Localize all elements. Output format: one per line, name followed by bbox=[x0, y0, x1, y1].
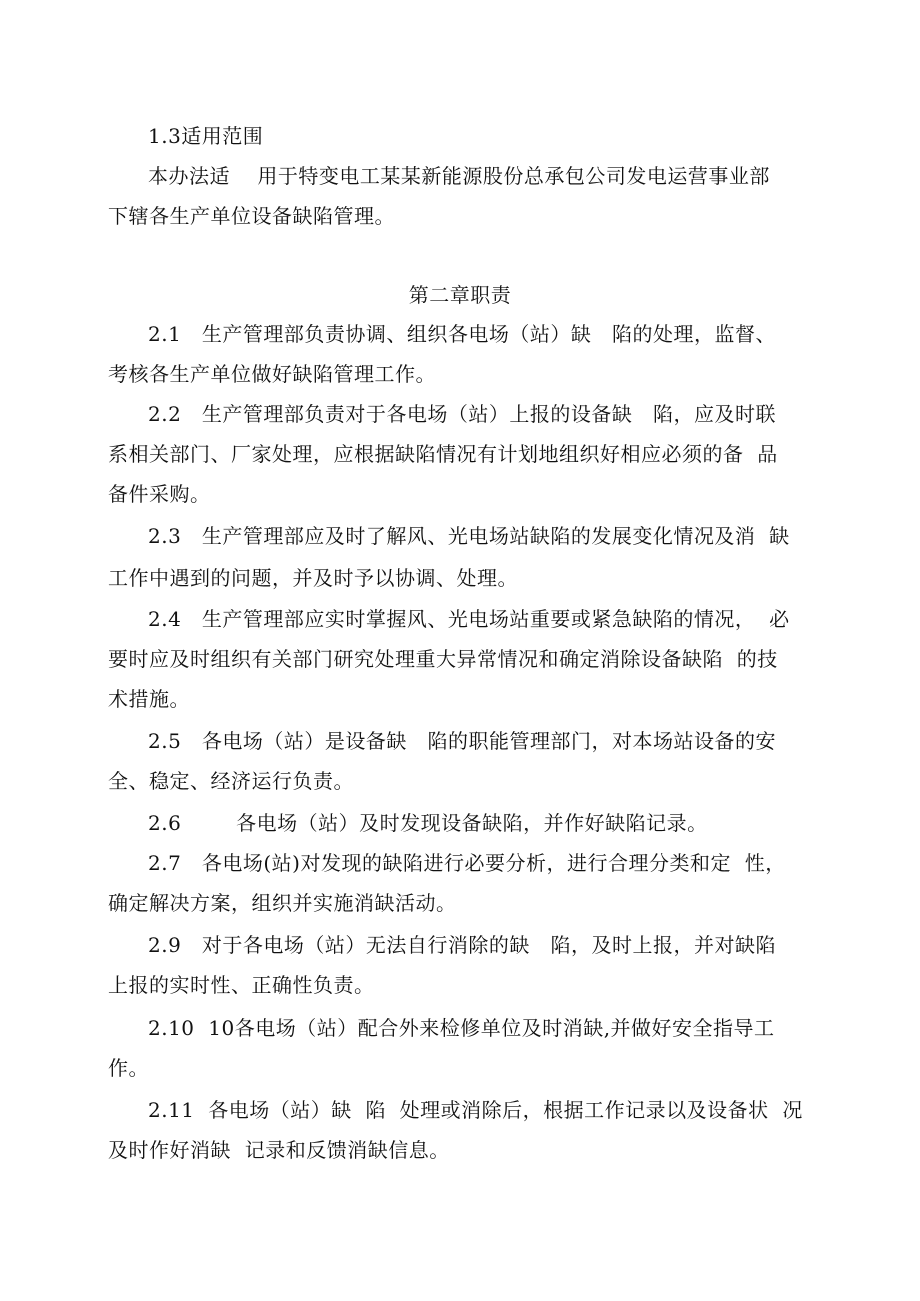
paragraph-line: 本办法适 用于特变电工某某新能源股份总承包公司发电运营事业部 bbox=[148, 164, 770, 188]
clause-2-3-line-1: 2.3 生产管理部应及时了解风、光电场站缺陷的发展变化情况及消 缺 bbox=[148, 524, 790, 548]
clause-2-11-line-2: 及时作好消缺 记录和反馈消缺信息。 bbox=[108, 1138, 450, 1162]
clause-2-5-line-2: 全、稳定、经济运行负责。 bbox=[108, 769, 354, 793]
chapter-title: 第二章职责 bbox=[408, 283, 512, 307]
clause-2-2-line-3: 备件采购。 bbox=[108, 482, 211, 506]
clause-2-6-line-1: 2.6 各电场（站）及时发现设备缺陷，并作好缺陷记录。 bbox=[148, 811, 708, 835]
section-heading-1-3: 1.3适用范围 bbox=[148, 124, 264, 148]
clause-2-10-line-2: 作。 bbox=[108, 1056, 149, 1080]
clause-2-4-line-2: 要时应及时组织有关部门研究处理重大异常情况和确定消除设备缺陷 的技 bbox=[108, 647, 778, 671]
clause-2-11-line-1: 2.11 各电场（站）缺 陷 处理或消除后，根据工作记录以及设备状 况 bbox=[148, 1098, 803, 1122]
clause-2-5-line-1: 2.5 各电场（站）是设备缺 陷的职能管理部门，对本场站设备的安 bbox=[148, 729, 776, 753]
clause-2-2-line-2: 系相关部门、厂家处理，应根据缺陷情况有计划地组织好相应必须的备 品 bbox=[108, 442, 778, 466]
clause-2-9-line-1: 2.9 对于各电场（站）无法自行消除的缺 陷，及时上报，并对缺陷 bbox=[148, 933, 776, 957]
clause-2-1-line-2: 考核各生产单位做好缺陷管理工作。 bbox=[108, 362, 436, 386]
clause-2-1-line-1: 2.1 生产管理部负责协调、组织各电场（站）缺 陷的处理，监督、 bbox=[148, 322, 776, 346]
clause-2-10-line-1: 2.10 10各电场（站）配合外来检修单位及时消缺,并做好安全指导工 bbox=[148, 1016, 775, 1040]
clause-2-3-line-2: 工作中遇到的问题，并及时予以协调、处理。 bbox=[108, 566, 518, 590]
clause-2-4-line-1: 2.4 生产管理部应实时掌握风、光电场站重要或紧急缺陷的情况， 必 bbox=[148, 607, 790, 631]
clause-2-4-line-3: 术措施。 bbox=[108, 687, 190, 711]
clause-2-7-line-2: 确定解决方案，组织并实施消缺活动。 bbox=[108, 891, 457, 915]
clause-2-2-line-1: 2.2 生产管理部负责对于各电场（站）上报的设备缺 陷，应及时联 bbox=[148, 402, 776, 426]
clause-2-9-line-2: 上报的实时性、正确性负责。 bbox=[108, 973, 375, 997]
clause-2-7-line-1: 2.7 各电场(站)对发现的缺陷进行必要分析，进行合理分类和定 性， bbox=[148, 851, 786, 875]
paragraph-line: 下辖各生产单位设备缺陷管理。 bbox=[108, 204, 395, 228]
